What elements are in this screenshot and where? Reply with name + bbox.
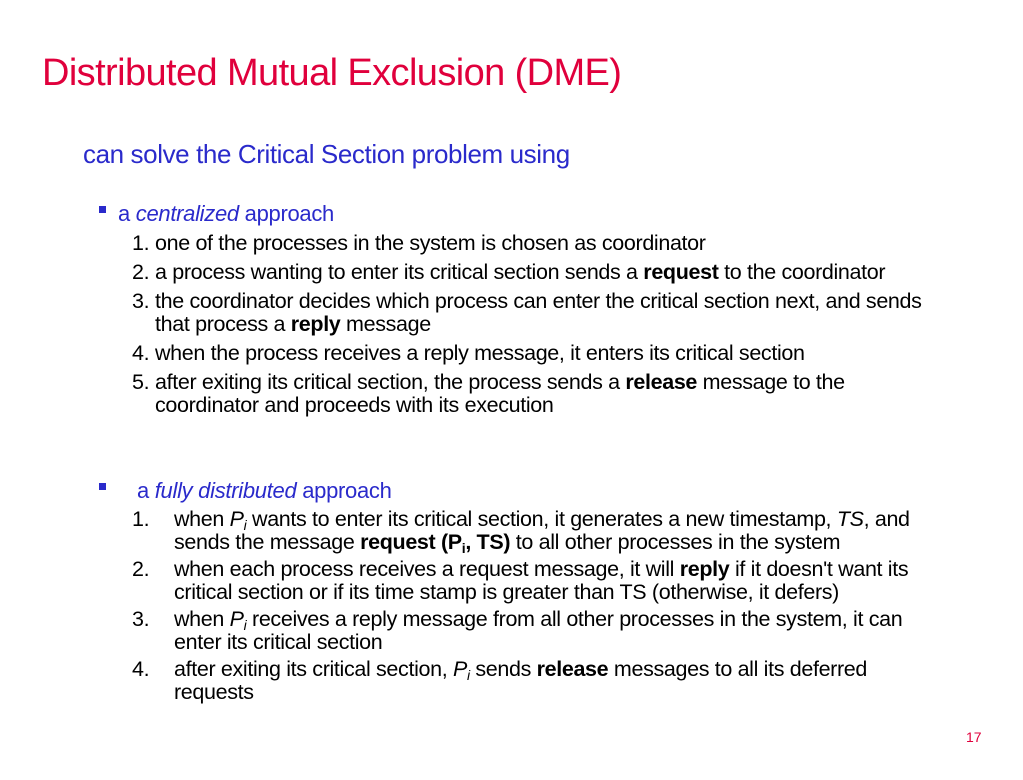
- subscript-text: i: [243, 617, 247, 633]
- step-text-run: when each process receives a request message, it will: [174, 557, 680, 581]
- list-item: [132, 508, 927, 554]
- step-text-run: one of the processes in the system is chosen as coordinator: [155, 231, 706, 255]
- step-text-run: the coordinator decides which process can enter the critical section next, and sends that process a: [155, 289, 922, 336]
- bold-text: release: [536, 657, 609, 681]
- centralized-emphasis: centralized: [135, 201, 239, 226]
- step-number: 1.: [132, 231, 150, 255]
- step-text-run: , and sends the message: [174, 507, 910, 554]
- square-bullet-icon: [99, 206, 106, 213]
- italic-text: P: [229, 507, 244, 531]
- bold-text: release: [625, 370, 698, 394]
- list-item: [132, 261, 922, 284]
- step-text-run: receives a reply message from all other processes in the system, it can enter its critical section: [174, 607, 903, 654]
- slide-subtitle: can solve the Critical Section problem using: [83, 139, 570, 169]
- step-text-run: to all other processes in the system: [510, 530, 841, 554]
- step-text-run: wants to enter its critical section, it generates a new timestamp,: [246, 507, 837, 531]
- centralized-steps: [132, 232, 922, 417]
- list-item: [132, 371, 922, 417]
- italic-text: TS: [836, 507, 864, 531]
- step-text-run: if it doesn't want its critical section or if its time stamp is greater than TS (otherwise, it defers): [174, 557, 909, 604]
- step-text: [155, 342, 922, 365]
- step-number: 3.: [132, 289, 150, 313]
- step-text: [174, 558, 927, 604]
- subscript-text: i: [243, 517, 247, 533]
- step-number: 4.: [132, 341, 150, 365]
- step-text-run: sends: [469, 657, 537, 681]
- centralized-prefix: a: [118, 201, 136, 226]
- step-text-run: when: [174, 507, 230, 531]
- step-text-run: messages to all its deferred requests: [174, 657, 868, 704]
- step-text-run: after exiting its critical section, the process sends a: [155, 370, 626, 394]
- bold-text: reply: [679, 557, 730, 581]
- step-number: 3.: [132, 607, 150, 631]
- step-text: [155, 261, 922, 284]
- step-number: 2.: [132, 557, 150, 581]
- step-text: [155, 371, 922, 417]
- italic-text: P: [229, 607, 244, 631]
- list-item: [132, 608, 927, 654]
- step-text: [155, 232, 922, 255]
- step-text-run: when the process receives a reply message, it enters its critical section: [155, 341, 805, 365]
- step-text-run: message to the coordinator and proceeds with its execution: [155, 370, 845, 417]
- step-text-run: to the coordinator: [718, 260, 886, 284]
- step-text: [174, 608, 927, 654]
- distributed-emphasis: fully distributed: [154, 478, 297, 503]
- list-item: [132, 342, 922, 365]
- list-item: [132, 558, 927, 604]
- step-text: [155, 290, 922, 336]
- list-item: [132, 290, 922, 336]
- bold-text: reply: [290, 312, 341, 336]
- centralized-heading: [118, 201, 334, 227]
- subscript-text: i: [461, 540, 466, 556]
- step-number: 5.: [132, 370, 150, 394]
- list-item: [132, 232, 922, 255]
- distributed-heading: [137, 478, 392, 504]
- square-bullet-icon: [99, 483, 106, 490]
- slide-title: Distributed Mutual Exclusion (DME): [42, 52, 622, 94]
- centralized-suffix: approach: [238, 201, 334, 226]
- bold-text: request: [643, 260, 719, 284]
- step-text-run: after exiting its critical section,: [174, 657, 453, 681]
- italic-text: P: [452, 657, 467, 681]
- bold-text: request (P: [360, 530, 462, 554]
- page-number: 17: [966, 729, 982, 745]
- step-text-run: message: [340, 312, 431, 336]
- distributed-steps: [132, 508, 927, 704]
- step-number: 4.: [132, 657, 150, 681]
- step-text-run: when: [174, 607, 230, 631]
- distributed-prefix: a: [137, 478, 155, 503]
- step-text: [174, 508, 927, 554]
- step-number: 1.: [132, 507, 150, 531]
- distributed-suffix: approach: [296, 478, 392, 503]
- step-text: [174, 658, 927, 704]
- step-text-run: a process wanting to enter its critical section sends a: [155, 260, 644, 284]
- list-item: [132, 658, 927, 704]
- step-number: 2.: [132, 260, 150, 284]
- subscript-text: i: [466, 667, 470, 683]
- bold-text: , TS): [465, 530, 511, 554]
